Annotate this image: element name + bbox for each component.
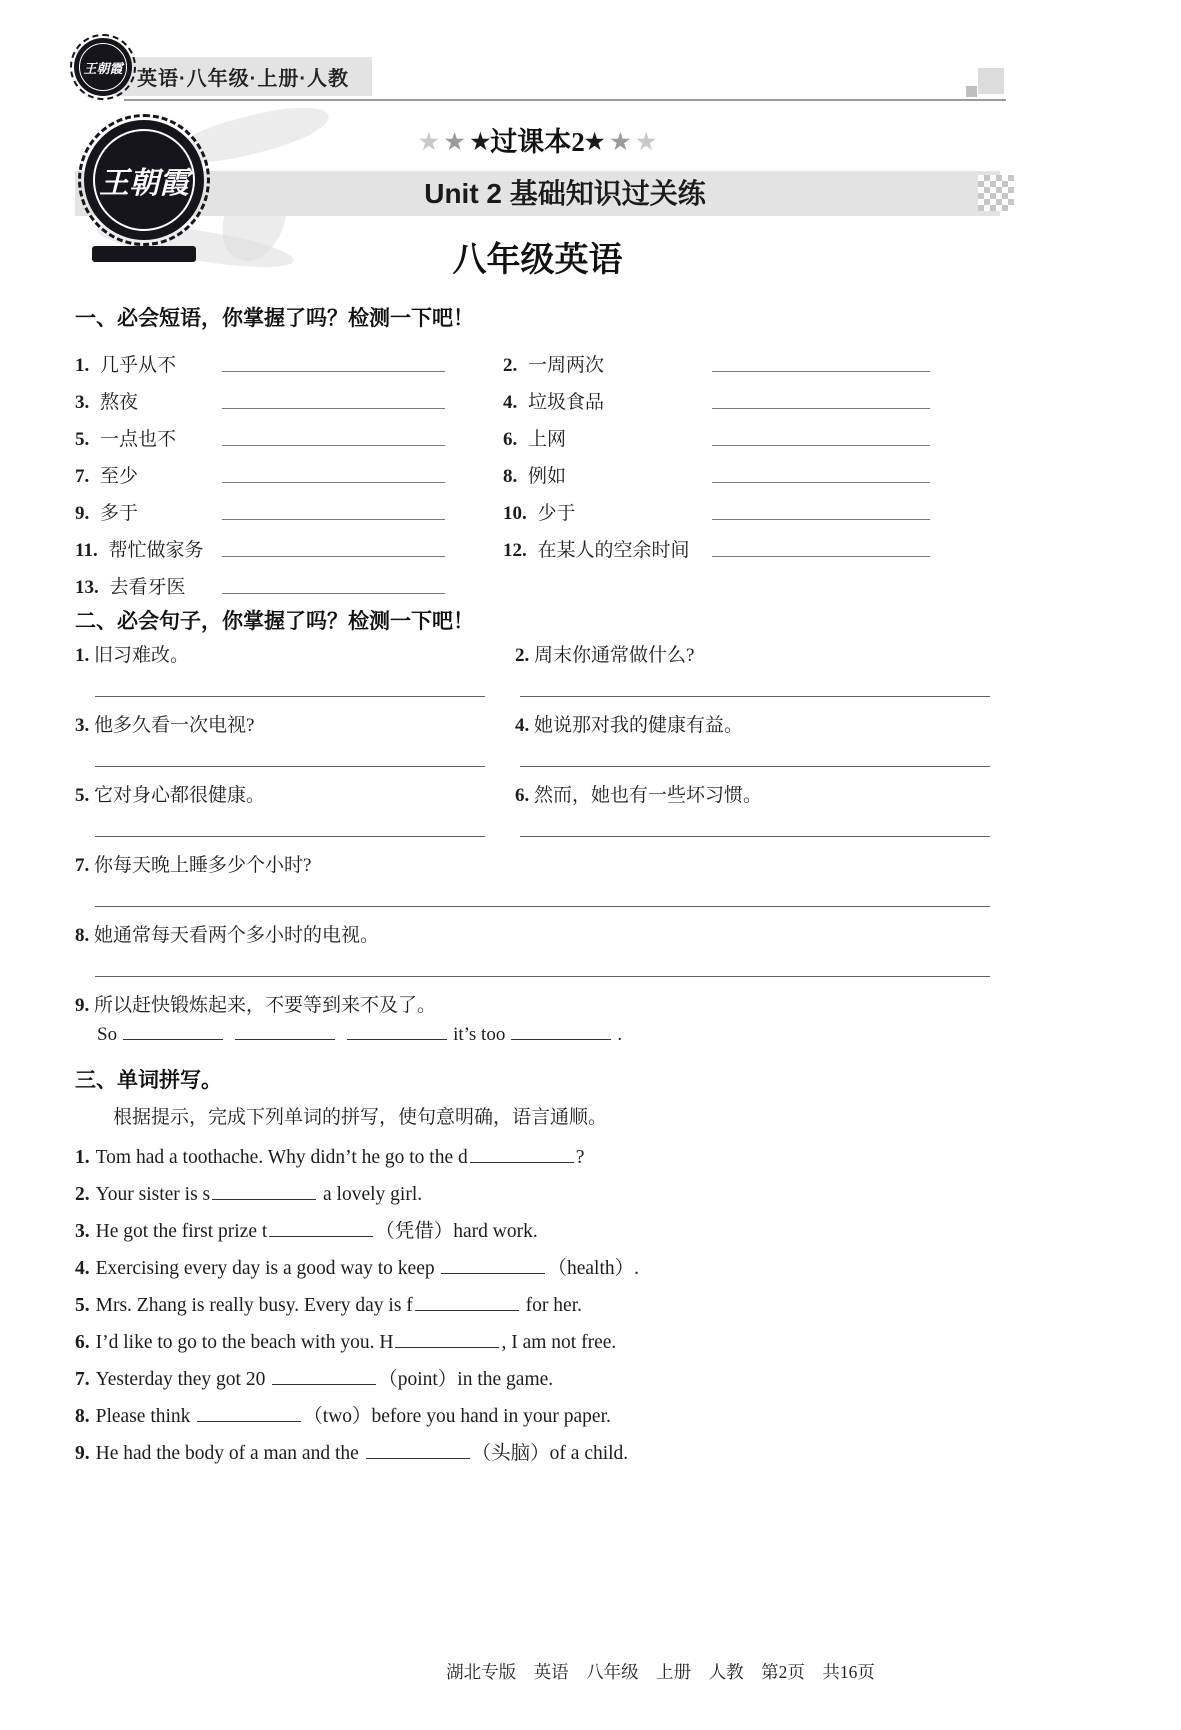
spelling-sentence: Yesterday they got 20 （point）in the game. [96, 1369, 554, 1390]
answer-blank-line [222, 445, 445, 446]
phrase-chinese: 例如 [528, 466, 567, 487]
answer-blank-line [222, 371, 445, 372]
item-number: 2. [75, 1183, 90, 1205]
item-number: 8. [75, 1405, 90, 1427]
phrase-item [503, 525, 1000, 562]
fill-word: So [97, 1023, 118, 1045]
item-number: 7. [75, 466, 94, 487]
spelling-sentence: Tom had a toothache. Why didn’t he go to the d ? [96, 1147, 585, 1168]
spelling-sentence: He had the body of a man and the （头脑）of a child. [96, 1443, 629, 1464]
phrase-label [503, 461, 712, 488]
item-number: 7. [75, 855, 90, 876]
item-number: 10. [503, 503, 532, 524]
phrase-label [503, 387, 712, 414]
spelling-sentence: He got the first prize t （凭借）hard work. [96, 1221, 538, 1242]
phrase-item [503, 488, 1000, 525]
phrase-chinese: 一周两次 [528, 355, 605, 376]
phrase-label [75, 572, 222, 599]
item-number: 8. [75, 925, 90, 946]
brand-logo-small [70, 35, 136, 103]
answer-blank [395, 1326, 499, 1347]
phrase-item [75, 562, 503, 599]
item-number: 3. [75, 715, 90, 736]
item-number: 6. [75, 1331, 90, 1353]
sentence-chinese: 你每天晚上睡多少个小时? [94, 855, 312, 876]
answer-blank [269, 1215, 373, 1236]
phrase-chinese: 至少 [100, 466, 139, 487]
answer-line [520, 836, 990, 837]
phrase-chinese: 在某人的空余时间 [537, 540, 690, 561]
answer-blank [123, 1019, 223, 1040]
answer-blank [366, 1437, 470, 1458]
phrase-item [503, 340, 1000, 377]
spelling-item [75, 1213, 1000, 1250]
item-number: 9. [75, 995, 90, 1016]
sentence-text [503, 713, 1000, 739]
answer-blank [511, 1019, 611, 1040]
tagline-text: 过课本2 [490, 127, 585, 157]
answer-line [520, 766, 990, 767]
item-number: 13. [75, 577, 104, 598]
spelling-sentence: Exercising every day is a good way to keep （health）. [96, 1258, 639, 1279]
answer-blank [441, 1252, 545, 1273]
answer-blank-line [712, 556, 930, 557]
sentence-item [503, 783, 1000, 837]
translation-fill-line [75, 1019, 1000, 1048]
spelling-item [75, 1398, 1000, 1435]
answer-line [95, 766, 485, 767]
phrase-item [503, 377, 1000, 414]
item-number: 5. [75, 785, 90, 806]
phrase-item [503, 451, 1000, 488]
sentence-text [75, 993, 1000, 1019]
item-number: 5. [75, 429, 94, 450]
item-number: 9. [75, 1442, 90, 1464]
header-rule [124, 99, 1006, 101]
unit-title: Unit 2 基础知识过关练 [424, 178, 706, 209]
answer-line [520, 696, 990, 697]
phrase-label [503, 535, 712, 562]
phrase-chinese: 多于 [100, 503, 139, 524]
page-content [75, 112, 1000, 1472]
item-number: 12. [503, 540, 532, 561]
sentence-text [75, 853, 1000, 879]
spelling-sentence: I’d like to go to the beach with you. H , I am not free. [96, 1332, 617, 1353]
sentence-chinese: 周末你通常做什么? [534, 645, 695, 666]
answer-blank [235, 1019, 335, 1040]
item-number: 1. [75, 645, 90, 666]
phrase-grid [75, 340, 1000, 599]
checker-decoration [978, 175, 1014, 211]
sentence-text [503, 643, 1000, 669]
item-number: 6. [515, 785, 530, 806]
page-footer: 湖北专版 英语 八年级 上册 人教 第2页 共16页 [446, 1662, 875, 1682]
phrase-chinese: 帮忙做家务 [108, 540, 204, 561]
sentence-item [75, 713, 503, 767]
spelling-list [75, 1139, 1000, 1472]
fill-word: . [617, 1023, 623, 1045]
item-number: 9. [75, 503, 94, 524]
section3-heading: 三、单词拼写。 [75, 1068, 222, 1092]
sentence-item [503, 713, 1000, 767]
sentence-item-full [75, 853, 1000, 907]
answer-blank-line [222, 593, 445, 594]
phrase-chinese: 几乎从不 [100, 355, 177, 376]
phrase-chinese: 去看牙医 [109, 577, 186, 598]
spelling-sentence: Please think （two）before you hand in your paper. [96, 1406, 611, 1427]
phrase-item [503, 414, 1000, 451]
sentence-item [75, 643, 503, 697]
star-icon: ★ [470, 129, 491, 154]
item-number: 8. [503, 466, 522, 487]
phrase-item [75, 340, 503, 377]
section3-instruction: 根据提示，完成下列单词的拼写，使句意明确，语言通顺。 [113, 1106, 608, 1128]
answer-blank-line [712, 482, 930, 483]
answer-blank-line [712, 408, 930, 409]
answer-blank [212, 1178, 316, 1199]
brand-emblem-name: 王朝霞 [93, 129, 195, 231]
sentence-item-full [75, 923, 1000, 977]
brand-name: 王朝霞 [79, 43, 127, 91]
answer-blank-line [222, 556, 445, 557]
item-number: 2. [503, 355, 522, 376]
phrase-label [75, 498, 222, 525]
item-number: 1. [75, 1146, 90, 1168]
spelling-sentence: Mrs. Zhang is really busy. Every day is f for her. [96, 1295, 582, 1316]
sentence-item-9 [75, 993, 1000, 1048]
phrase-label [503, 498, 712, 525]
phrase-label [503, 350, 712, 377]
item-number: 3. [75, 1220, 90, 1242]
sentence-full-items [75, 853, 1000, 977]
item-number: 2. [515, 645, 530, 666]
phrase-chinese: 一点也不 [100, 429, 177, 450]
phrase-label [75, 424, 222, 451]
phrase-item [75, 525, 503, 562]
brand-emblem-ribbon [92, 246, 196, 262]
spelling-sentence: Your sister is s a lovely girl. [96, 1184, 423, 1205]
phrase-item [75, 377, 503, 414]
sentence-chinese: 旧习难改。 [94, 645, 190, 666]
spelling-item [75, 1176, 1000, 1213]
sentence-text [503, 783, 1000, 809]
sentence-text [75, 713, 503, 739]
item-number: 4. [515, 715, 530, 736]
spelling-item [75, 1324, 1000, 1361]
star-icon: ★ [444, 129, 465, 154]
answer-blank-line [222, 408, 445, 409]
page-subject: 八年级英语 [452, 242, 623, 279]
spelling-item [75, 1250, 1000, 1287]
item-number: 4. [503, 392, 522, 413]
star-icon: ★ [610, 129, 631, 154]
sentence-chinese: 所以赶快锻炼起来，不要等到来不及了。 [94, 995, 437, 1016]
title-area [75, 112, 1000, 296]
star-icon: ★ [419, 129, 439, 154]
answer-blank [347, 1019, 447, 1040]
phrase-item [75, 414, 503, 451]
answer-blank [470, 1141, 574, 1162]
corner-decoration-square [978, 68, 1004, 94]
answer-line [95, 906, 990, 907]
star-icon: ★ [584, 129, 605, 154]
answer-blank-line [222, 482, 445, 483]
answer-blank-line [222, 519, 445, 520]
sentence-chinese: 她说那对我的健康有益。 [534, 715, 744, 736]
answer-line [95, 696, 485, 697]
phrase-chinese: 上网 [528, 429, 567, 450]
item-number: 7. [75, 1368, 90, 1390]
phrase-label [75, 350, 222, 377]
phrase-label [75, 535, 222, 562]
phrase-label [75, 387, 222, 414]
item-number: 5. [75, 1294, 90, 1316]
answer-blank-line [712, 371, 930, 372]
spelling-item [75, 1139, 1000, 1176]
phrase-item [75, 451, 503, 488]
sentence-item [503, 643, 1000, 697]
sentence-item [75, 783, 503, 837]
item-number: 4. [75, 1257, 90, 1279]
spelling-item [75, 1435, 1000, 1472]
item-number: 3. [75, 392, 94, 413]
answer-line [95, 976, 990, 977]
brand-logo-circle-icon [74, 38, 132, 96]
sentence-grid [75, 643, 1000, 853]
sentence-text [75, 923, 1000, 949]
answer-blank-line [712, 519, 930, 520]
lesson-tagline [75, 112, 1000, 159]
item-number: 11. [75, 540, 103, 561]
sentence-chinese: 然而，她也有一些坏习惯。 [534, 785, 763, 806]
answer-line [95, 836, 485, 837]
section1-heading: 一、必会短语，你掌握了吗？检测一下吧！ [75, 307, 474, 330]
answer-blank [197, 1400, 301, 1421]
answer-blank-line [712, 445, 930, 446]
spelling-item [75, 1287, 1000, 1324]
sentence-chinese: 她通常每天看两个多小时的电视。 [94, 925, 380, 946]
phrase-item [75, 488, 503, 525]
sentence-chinese: 他多久看一次电视? [94, 715, 255, 736]
phrase-chinese: 少于 [537, 503, 576, 524]
fill-word: it’s too [453, 1023, 506, 1045]
sentence-text [75, 643, 503, 669]
answer-blank [415, 1289, 519, 1310]
phrase-chinese: 垃圾食品 [528, 392, 605, 413]
corner-decoration-square [966, 86, 977, 97]
phrase-label [503, 424, 712, 451]
spelling-item [75, 1361, 1000, 1398]
sentence-chinese: 它对身心都很健康。 [94, 785, 266, 806]
item-number: 6. [503, 429, 522, 450]
star-icon: ★ [636, 129, 656, 154]
section2-heading: 二、必会句子，你掌握了吗？检测一下吧！ [75, 610, 474, 633]
answer-blank [272, 1363, 376, 1384]
item-number: 1. [75, 355, 94, 376]
phrase-label [75, 461, 222, 488]
sentence-text [75, 783, 503, 809]
series-label: 英语·八年级·上册·人教 [114, 57, 372, 96]
phrase-chinese: 熬夜 [100, 392, 139, 413]
